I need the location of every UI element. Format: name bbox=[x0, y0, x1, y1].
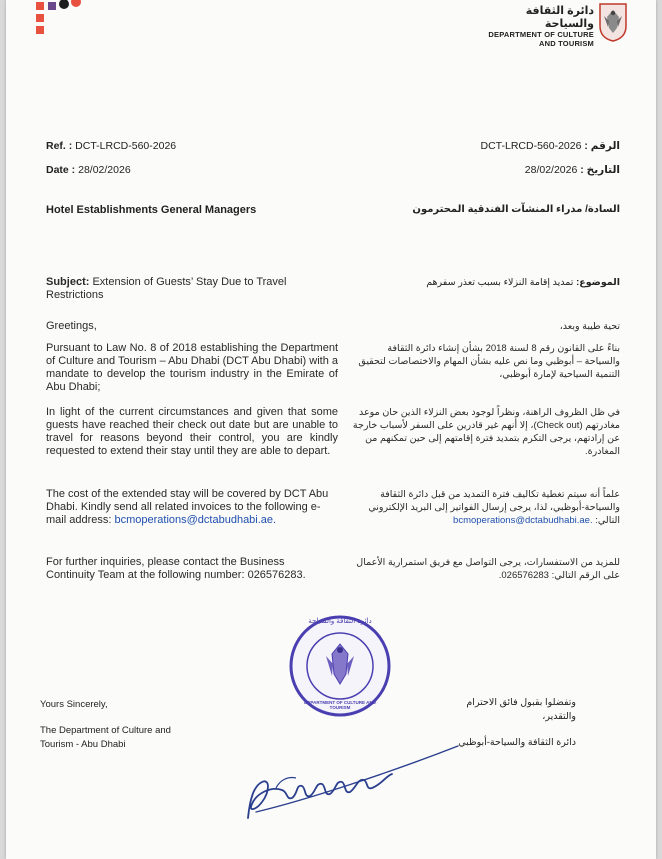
ref-value-ar: DCT-LRCD-560-2026 bbox=[480, 140, 582, 152]
closing-sincerely: Yours Sincerely, bbox=[40, 699, 108, 710]
brand-en-line-1: DEPARTMENT OF CULTURE bbox=[488, 30, 594, 39]
date-value-ar: 28/02/2026 bbox=[524, 164, 578, 176]
falcon-emblem-icon bbox=[596, 2, 630, 42]
subject-en bbox=[46, 276, 336, 302]
closing-dept-line-2: Tourism - Abu Dhabi bbox=[40, 739, 126, 750]
paragraph-2-ar: في ظل الظروف الراهنة، ونظراً لوجود بعض النزلاء الذين حان موعد مغادرتهم (Check out)، إلا أنهم غير قادرين على السفر لأسباب خارجة عن إرادتهم، يرجى التكرم بتمديد فترة إقامتهم إلى حين تمكنهم من المغادرة. bbox=[352, 407, 620, 457]
invoice-email-link[interactable]: bcmoperations@dctabudhabi.ae. bbox=[114, 514, 277, 526]
closing-ar-line-2: والتقدير، bbox=[542, 711, 576, 722]
paragraph-2-en: In light of the current circumstances and given that some guests have reached their check out date but are unable to travel for reasons beyond their control, you are kindly requested to extend their stay until they are able to depart. bbox=[46, 406, 338, 457]
date-line-ar bbox=[400, 164, 620, 176]
seal-top-text: دائرة الثقافة والسياحة bbox=[308, 618, 372, 625]
subject-ar bbox=[360, 277, 620, 288]
ref-label: Ref. : bbox=[46, 140, 73, 152]
closing-ar-dept: دائرة الثقافة والسياحة-أبوظبي bbox=[458, 737, 576, 748]
paragraph-4-ar: للمزيد من الاستفسارات، يرجى التواصل مع فريق استمرارية الأعمال على الرقم التالي: 026576283. bbox=[356, 557, 620, 581]
subject-text: Extension of Guests’ Stay Due to Travel Restrictions bbox=[46, 276, 287, 301]
greeting-ar: تحية طيبة وبعد، bbox=[559, 321, 620, 332]
date-label-ar: التاريخ : bbox=[580, 164, 620, 176]
brand-mark-icon bbox=[34, 0, 84, 42]
paragraph-3-text-ar: علماً أنه سيتم تغطية تكاليف فترة التمديد من قبل دائرة الثقافة والسياحة-أبوظبي، لذا، يرجى إرسال الفواتير إلى البريد الإلكتروني التالي: bbox=[368, 489, 620, 526]
seal-bottom-text: DEPARTMENT OF CULTURE AND TOURISM bbox=[304, 700, 376, 710]
date-line bbox=[46, 164, 131, 176]
closing-ar-line-1: وتفضلوا بقبول فائق الاحترام bbox=[466, 697, 576, 708]
subject-label: Subject: bbox=[46, 276, 90, 288]
date-value: 28/02/2026 bbox=[78, 164, 131, 176]
invoice-email-link-ar[interactable]: bcmoperations@dctabudhabi.ae. bbox=[453, 515, 593, 526]
ref-line-ar bbox=[400, 140, 620, 152]
ref-value: DCT-LRCD-560-2026 bbox=[75, 140, 177, 152]
ref-line bbox=[46, 140, 176, 152]
subject-text-ar: تمديد إقامة النزلاء بسبب تعذر سفرهم bbox=[426, 277, 574, 288]
addressee-en: Hotel Establishments General Managers bbox=[46, 204, 257, 216]
brand-en-line-2: AND TOURISM bbox=[539, 39, 594, 48]
greeting-en: Greetings, bbox=[46, 320, 97, 332]
subject-label-ar: الموضوع: bbox=[576, 277, 620, 288]
paragraph-3-en bbox=[46, 488, 338, 527]
paragraph-1-ar: بناءً على القانون رقم 8 لسنة 2018 بشأن إنشاء دائرة الثقافة والسياحة – أبوظبي وما نص عليه بشأن المهام والاختصاصات لتحقيق التنمية السياحية لإمارة أبوظبي، bbox=[358, 343, 620, 380]
ref-label-ar: الرقم : bbox=[584, 140, 620, 152]
paragraph-3-text: The cost of the extended stay will be covered by DCT Abu Dhabi. Kindly send all related invoices to the following e-mail address: bbox=[46, 488, 329, 526]
brand-arabic-name: دائرة الثقافة والسياحة bbox=[525, 5, 594, 30]
paragraph-1-en: Pursuant to Law No. 8 of 2018 establishing the Department of Culture and Tourism – Abu Dhabi (DCT Abu Dhabi) with a mandate to develop the tourism industry in the Emirate of Abu Dhabi; bbox=[46, 342, 338, 393]
closing-dept-line-1: The Department of Culture and bbox=[40, 725, 171, 736]
signature-icon bbox=[236, 728, 466, 823]
letter-page bbox=[6, 0, 656, 859]
paragraph-4-en: For further inquiries, please contact the Business Continuity Team at the following number: 026576283. bbox=[46, 556, 306, 581]
paragraph-3-ar bbox=[352, 488, 620, 527]
date-label: Date : bbox=[46, 164, 76, 176]
addressee-ar: السادة/ مدراء المنشآت الفندقية المحترمون bbox=[412, 204, 620, 215]
department-logo bbox=[476, 4, 594, 48]
